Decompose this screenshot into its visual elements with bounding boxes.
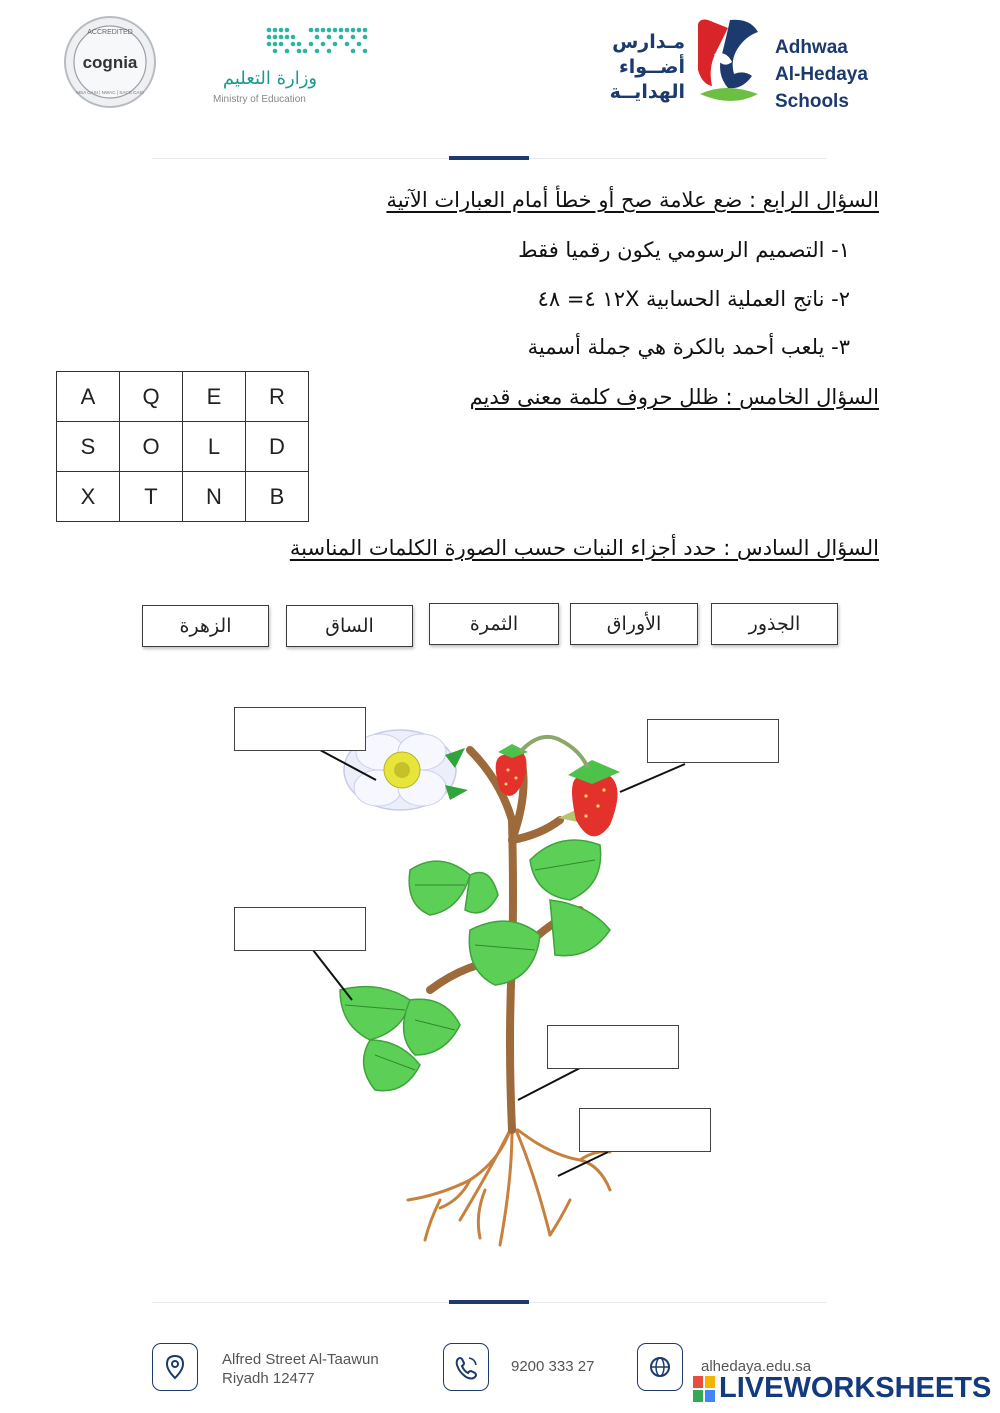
letter-cell[interactable]: A <box>57 372 120 422</box>
globe-icon <box>637 1343 683 1391</box>
letter-cell[interactable]: D <box>246 422 309 472</box>
footer-address-line: Alfred Street Al-Taawun <box>222 1351 379 1368</box>
question4-heading: السؤال الرابع : ضع علامة صح أو خطأ أمام العبارات الآتية <box>386 188 879 212</box>
letter-cell[interactable]: X <box>57 472 120 522</box>
answer-box-leaves[interactable] <box>234 907 366 951</box>
seal-name: cognia <box>82 53 138 72</box>
answer-box-flower[interactable] <box>234 707 366 751</box>
word-card-stem[interactable]: الساق <box>286 605 413 647</box>
letter-cell[interactable]: L <box>183 422 246 472</box>
footer-address-line: Riyadh 12477 <box>222 1370 315 1387</box>
letter-cell[interactable]: N <box>183 472 246 522</box>
seal-bottom-text: MSA CASI | NWAC | SACS CASI <box>76 90 144 95</box>
letter-grid-row <box>57 372 309 422</box>
question6-heading: السؤال السادس : حدد أجزاء النبات حسب الصورة الكلمات المناسبة <box>289 536 879 560</box>
letter-cell[interactable]: O <box>120 422 183 472</box>
letter-grid-row <box>57 472 309 522</box>
ministry-dot-pattern-icon <box>205 22 375 66</box>
school-english-line: Schools <box>775 91 849 112</box>
header-divider-accent <box>449 156 529 160</box>
ministry-english-name: Ministry of Education <box>213 94 306 105</box>
question5-heading: السؤال الخامس : ظلل حروف كلمة معنى قديم <box>469 385 879 409</box>
letter-grid <box>56 371 309 522</box>
school-english-line: Adhwaa <box>775 37 848 58</box>
letter-cell[interactable]: T <box>120 472 183 522</box>
word-card-flower[interactable]: الزهرة <box>142 605 269 647</box>
word-card-leaves[interactable]: الأوراق <box>570 603 698 645</box>
school-arabic-name <box>585 30 685 105</box>
seal-top-text: ACCREDITED <box>87 29 133 36</box>
question4-item[interactable]: ١- التصميم الرسومي يكون رقميا فقط <box>518 238 850 262</box>
footer-address <box>222 1350 379 1388</box>
school-arabic-line: الهدايــة <box>609 81 685 103</box>
footer-divider-accent <box>449 1300 529 1304</box>
phone-icon <box>443 1343 489 1391</box>
school-emblem-icon <box>692 14 766 110</box>
letter-grid-row <box>57 422 309 472</box>
letter-cell[interactable]: E <box>183 372 246 422</box>
answer-box-stem[interactable] <box>547 1025 679 1069</box>
liveworksheets-brand[interactable]: LIVEWORKSHEETS <box>719 1372 992 1404</box>
word-card-roots[interactable]: الجذور <box>711 603 838 645</box>
footer-phone: 9200 333 27 <box>511 1358 595 1375</box>
question4-item[interactable]: ٣- يلعب أحمد بالكرة هي جملة أسمية <box>527 335 850 359</box>
question4-item[interactable]: ٢- ناتج العملية الحسابية ١٢X ٤= ٤٨ <box>537 287 850 311</box>
answer-box-fruit[interactable] <box>647 719 779 763</box>
cognia-accreditation-seal <box>64 14 156 110</box>
school-arabic-line: أضــواء <box>619 56 685 78</box>
school-english-line: Al-Hedaya <box>775 64 868 85</box>
letter-cell[interactable]: R <box>246 372 309 422</box>
ministry-of-education-logo <box>205 22 375 112</box>
letter-cell[interactable]: S <box>57 422 120 472</box>
school-arabic-line: مـدارس <box>612 31 685 53</box>
letter-cell[interactable]: B <box>246 472 309 522</box>
answer-box-roots[interactable] <box>579 1108 711 1152</box>
letter-cell[interactable]: Q <box>120 372 183 422</box>
location-icon <box>152 1343 198 1391</box>
ministry-arabic-name: وزارة التعليم <box>222 68 318 89</box>
school-english-name <box>775 34 868 115</box>
liveworksheets-logo-icon <box>693 1376 715 1402</box>
word-card-fruit[interactable]: الثمرة <box>429 603 559 645</box>
footer-website[interactable]: alhedaya.edu.sa <box>701 1358 812 1375</box>
